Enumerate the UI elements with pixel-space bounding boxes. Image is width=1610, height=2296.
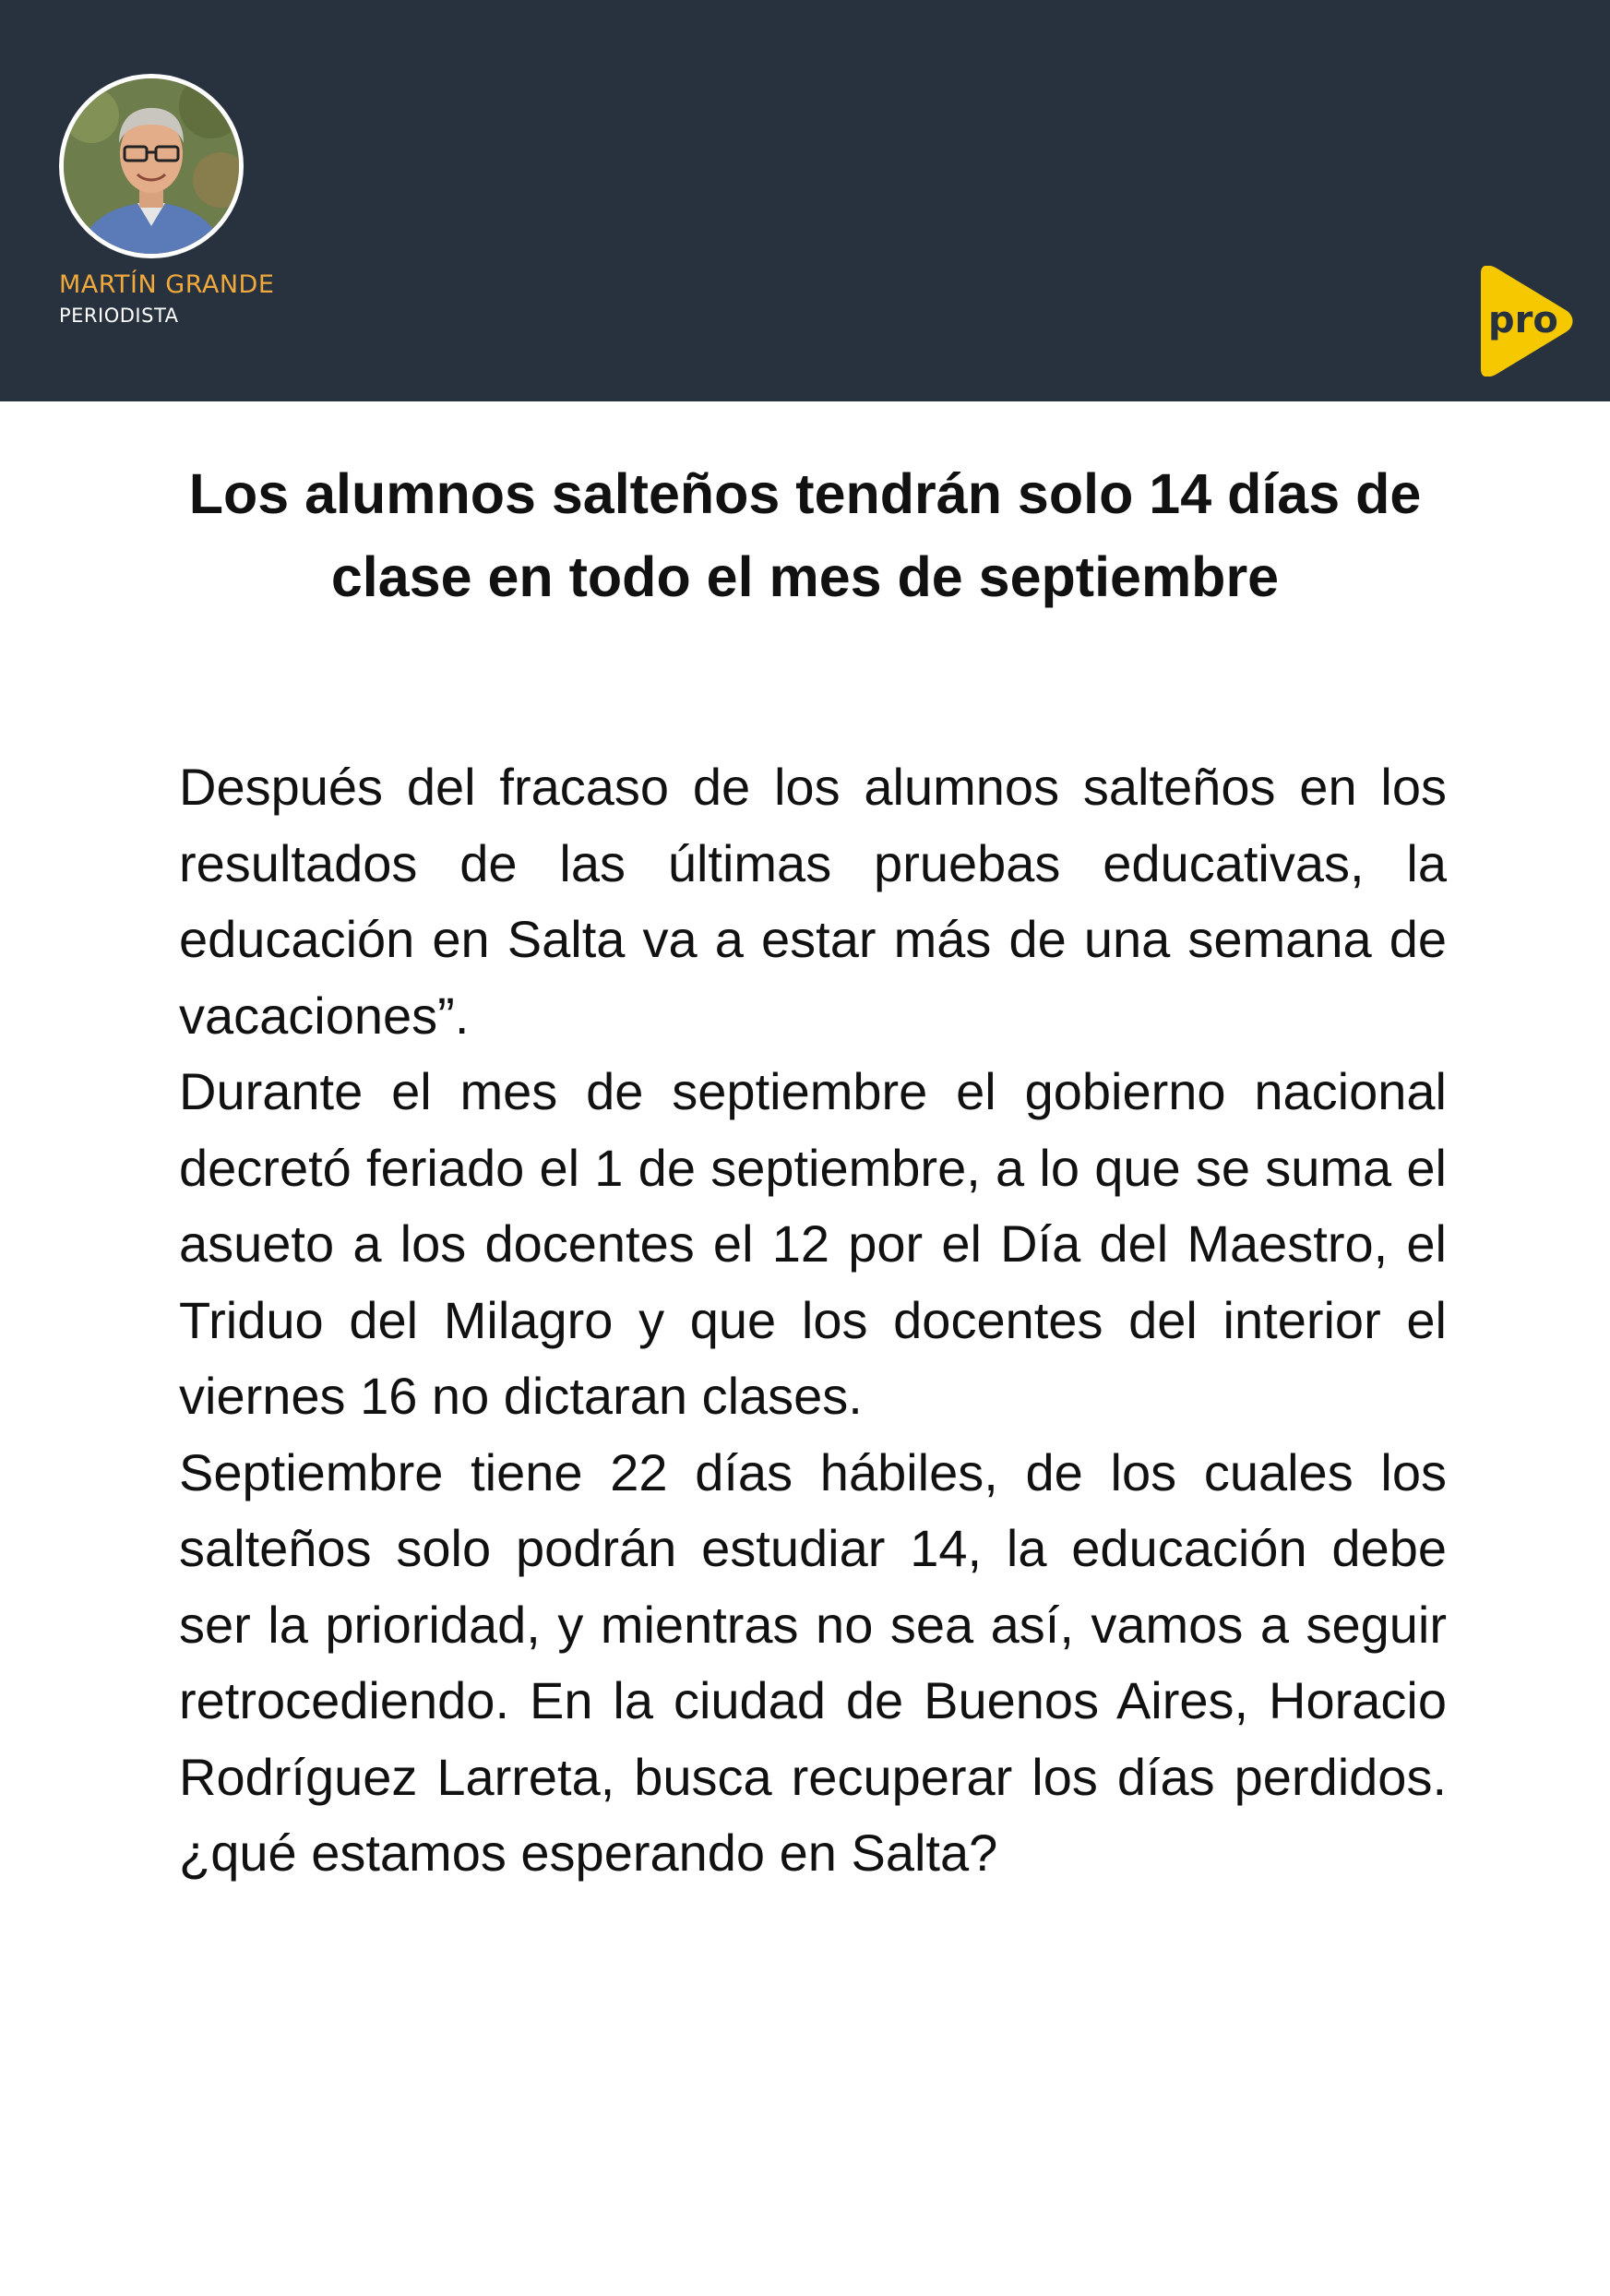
pro-logo-text: pro: [1488, 299, 1558, 341]
pro-logo: [1473, 266, 1575, 377]
header-banner: [0, 0, 1610, 401]
article-title: Los alumnos salteños tendrán solo 14 días de clase en todo el mes de septiembre: [188, 462, 1422, 608]
author-name: MARTÍN GRANDE: [59, 270, 275, 299]
pro-logo-icon: [1473, 266, 1575, 377]
author-avatar: [59, 74, 244, 258]
article-paragraph: Durante el mes de septiembre el gobierno nacional decretó feriado el 1 de septiembre, a lo que se suma el asueto a los docentes el 12 por el Día del Maestro, el Triduo del Milagro y que los docentes del interior el viernes 16 no dictaran clases.: [179, 1062, 1447, 1425]
author-role: PERIODISTA: [59, 305, 179, 327]
author-portrait-icon: [64, 78, 239, 254]
article-paragraph: Después del fracaso de los alumnos salteños en los resultados de las últimas pruebas educativas, la educación en Salta va a estar más de una semana de vacaciones”.: [179, 758, 1447, 1045]
article-paragraph: Septiembre tiene 22 días hábiles, de los cuales los salteños solo podrán estudiar 14, la educación debe ser la prioridad, y mientras no sea así, vamos a seguir retrocediendo. En la ciudad de Buenos Aires, Horacio Rodríguez Larreta, busca recuperar los días perdidos. ¿qué estamos esperando en Salta?: [179, 1442, 1447, 1882]
article-body: [179, 749, 1447, 1892]
